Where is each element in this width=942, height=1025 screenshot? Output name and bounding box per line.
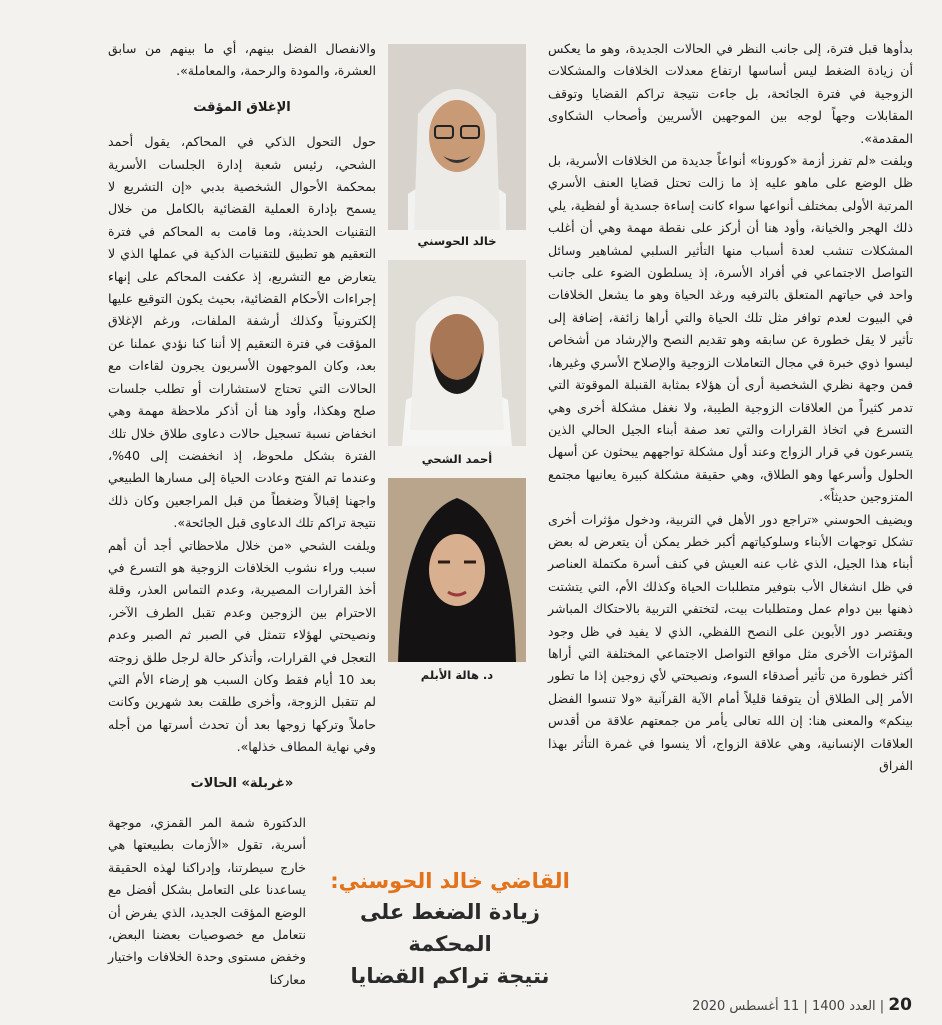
page-footer: 20 | العدد 1400 | 11 أغسطس 2020 bbox=[692, 995, 912, 1015]
paragraph: بدأوها قبل فترة، إلى جانب النظر في الحالات الجديدة، وهو ما يعكس أن زيادة الضغط ليس أساسها ارتفاع معدلات الخلافات والمشكلات الزوجية في فترة الجائحة، بل جاءت نتيجة تراكم القضايا وتوقف المقابلات وجهاً لوجه بين الموجهين الأسريين وأصحاب الشكاوى المقدمة». bbox=[548, 41, 913, 146]
page-number: 20 bbox=[888, 995, 912, 1015]
issue-date: 11 أغسطس 2020 bbox=[692, 999, 800, 1014]
photo-khalid-alhosani bbox=[388, 44, 526, 230]
section-heading: «غربلة» الحالات bbox=[190, 775, 294, 791]
photo-caption: د. هالة الأبلم bbox=[420, 668, 494, 682]
paragraph: ويلفت الشحي «من خلال ملاحظاتي أجد أن أهم سبب وراء نشوب الخلافات الزوجية هو التسرع في أخذ القرارات المصيرية، وعدم التماس العذر، وقلة الاحترام بين الزوجين وعدم تقبل الطرف الآخر، ونصيحتي لهؤلاء تتمثل في الصبر ثم الصبر وعدم التعجل في القرارات، وأتذكر حالة لرجل طلق زوجته بعد 10 أيام فقط وكان السبب هو إرضاء الأم التي لم تتقبل الزوجة، وأخرى طلقت بعد شهرين وكانت حاملاً وتركها زوجها بعد أن تحدث أسرتها من أجله وفي نهاية المطاف خذلها». bbox=[108, 537, 376, 755]
paragraph: ويضيف الحوسني «تراجع دور الأهل في التربية، ودخول مؤثرات أخرى تشكل توجهات الأبناء وسلوكياتهم أكبر خطر يمكن أن يتعرض له بعض أبناء هذا الجيل، الذي غاب عنه العيش في كنف أسرة مكتملة العناصر في ظل انشغال الأب بتوفير متطلبات الحياة وكذلك الأم، التي يتشتت ذهنها بين دوام عمل ومتطلبات بيت، لتختفي التربية بالاحتكاك المباشر ويقتصر دور الأبوين على النصح اللفظي، الذي لا يفيد في ظل وجود المؤثرات الأخرى مثل مواقع التواصل الاجتماعي المختلفة التي أراها أكثر خطورة من تأثير أصدقاء السوء، ونصيحتي لأي زوجين إذا ما تطور الأمر إلى الطلاق أن يتوقفا قليلاً أمام الآية القرآنية «ولا تنسوا الفضل بينكم» والمعنى هنا: إن الله تعالى يأمر من جمعتهم علاقة من أقدس العلاقات الإنسانية، وهي علاقة الزواج، ألا ينسوا في غمرة التأثر بهذا الفراق bbox=[548, 511, 913, 773]
paragraph: الدكتورة شمة المر القمزي، موجهة أسرية، تقول «الأزمات بطبيعتها هي خارج سيطرتنا، وإدراكنا لهذه الحقيقة يساعدنا على التعامل بشكل أفضل مع الوضع المؤقت الجديد، الذي يفرض أن نتعامل مع خصوصيات بعضنا البعض، وخفض مستوى وحدة الخلافات واختيار معاركنا bbox=[108, 815, 306, 987]
photo-caption: أحمد الشحي bbox=[421, 452, 493, 466]
photo-hala-alablam bbox=[388, 478, 526, 662]
pull-quote-name: القاضي خالد الحوسني: bbox=[330, 869, 570, 893]
section-heading: الإغلاق المؤقت bbox=[193, 99, 291, 115]
paragraph: ويلفت «لم تفرز أزمة «كورونا» أنواعاً جديدة من الخلافات الأسرية، بل ظل الوضع على ماهو عليه إذ ما زالت تحتل قضايا العنف الأسري المرتبة الأولى بمختلف أنواعها سواء كانت إساءة جسدية أو لفظية، يلي ذلك الهجر والخيانة، وأود هنا أن أركز على نقطة مهمة وهي أن أغلب المشكلات تنشب لعدة أسباب منها التأثير السلبي لمشاهير وسائل التواصل الاجتماعي في أفراد الأسرة، إذ يسلطون الضوء على جانب واحد في حياتهم المتعلق بالترفيه ورغد الحياة وهو ما يشعل الخلافات في البيوت لعدم توافر مثل تلك الحياة والتي أراها زائفة، إضافة إلى تأثير لا يقل خطورة عن سابقه وهو تقديم النصح والإرشاد من أشخاص ليسوا ذوي خبرة في مجال التعاملات الزوجية والإصلاح الأسري وغيرها، فمن وجهة نظري الشخصية أرى أن هؤلاء بمثابة القنبلة الموقوتة التي تدمر كثيراً من العلاقات الزوجية الطيبة، ولا نغفل مشكلة أخرى وهي التسرع في اتخاذ القرارات والتي تعد صفة أبناء الجيل الحالي الذين يتسرعون في قرار الزواج وعند أول مشكلة تواجههم يبحثون عن أسهل الحلول وأسرعها وهو الطلاق، وهي حقيقة مشكلة كبيرة يعانيها مجتمع المتزوجين حديثاً». bbox=[548, 153, 913, 505]
photo-ahmed-alshehhi bbox=[388, 260, 526, 446]
left-text-column bbox=[108, 38, 376, 807]
photo-caption: خالد الحوسني bbox=[417, 234, 497, 248]
issue-number: العدد 1400 bbox=[811, 999, 876, 1014]
pull-quote bbox=[330, 866, 570, 992]
right-text-column bbox=[548, 38, 913, 777]
pull-quote-line: نتيجة تراكم القضايا bbox=[350, 964, 550, 988]
paragraph: حول التحول الذكي في المحاكم، يقول أحمد الشحي، رئيس شعبة إدارة الجلسات الأسرية بمحكمة الأحوال الشخصية بدبي «إن التشريع لا يسمح بإدارة العملية القضائية بالكامل من خلال التقنيات الحديثة، وما قامت به المحاكم في فترة التعقيم هو تطبيق للتقنيات الذكية في عملها الذي لا يتعارض مع التشريع، إذ عكفت المحاكم على إنهاء إجراءات الأحكام القضائية، بحيث يكون التوقيع عليها إلكترونياً وكذلك أرشفة الملفات، ورغم الإغلاق المؤقت في فترة التعقيم إلا أننا كنا نؤدي عملنا عن بعد، وكان الموجهون الأسريون يجرون لقاءات مع الحالات التي تحتاج لاستشارات أو تطلب جلسات صلح وهكذا، وأود هنا أن أذكر ملاحظة مهمة وهي انخفاض نسبة تسجيل حالات دعاوى طلاق خلال تلك الفترة بشكل ملحوظ، إذ انخفضت إلى 40%، وعندما تم الفتح وعادت الحياة إلى مسارها الطبيعي واجهنا إقبالاً وضغطاً من قبل المراجعين وكان ذلك نتيجة تراكم تلك الدعاوى قبل الجائحة». bbox=[108, 134, 376, 531]
paragraph: والانفصال الفضل بينهم، أي ما بينهم من سابق العشرة، والمودة والرحمة، والمعاملة». bbox=[108, 41, 376, 79]
pull-quote-line: زيادة الضغط على المحكمة bbox=[360, 900, 540, 956]
